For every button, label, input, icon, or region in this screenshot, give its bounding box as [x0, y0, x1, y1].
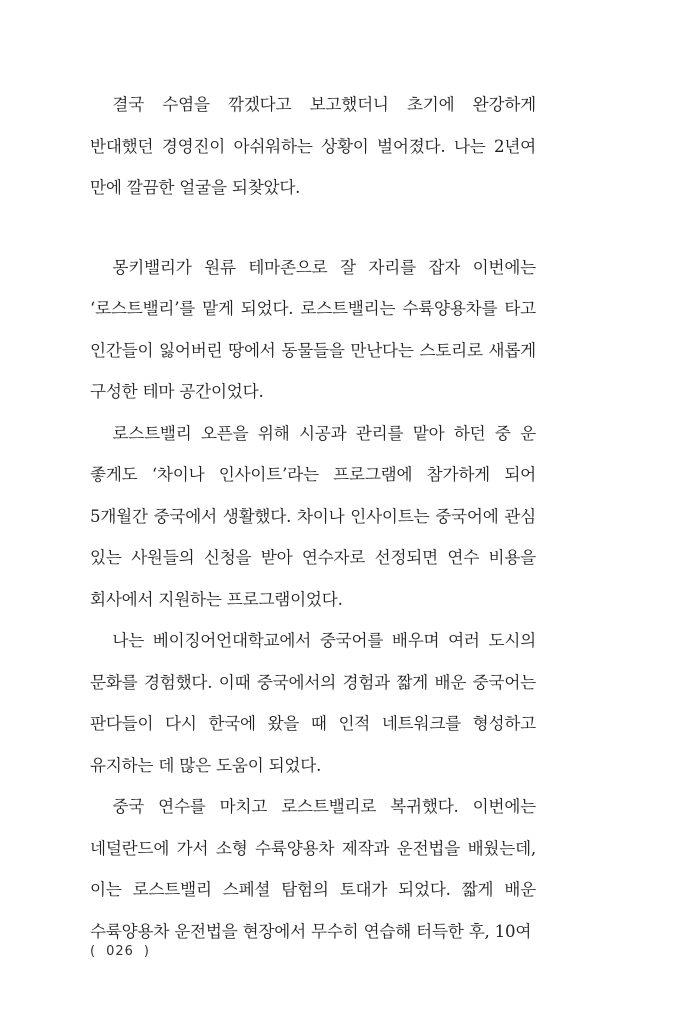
paragraph-3: 로스트밸리 오픈을 위해 시공과 관리를 맡아 하던 중 운 좋게도 ‘차이나 인사이트’라는 프로그램에 참가하게 되어 5개월간 중국에서 생활했다. 차이나 인사이트는 중국어에 관심 있는 사원들의 신청을 받아 연수자로 선정되면 연수 비용을 회사에서 지원하는 프로그램이었다. — [90, 423, 536, 609]
page-number-open-paren: ( — [90, 944, 97, 959]
section-break — [90, 209, 536, 247]
page-number-value: 026 — [106, 944, 134, 959]
body-text — [90, 84, 536, 952]
paragraph-4: 나는 베이징어언대학교에서 중국어를 배우며 여러 도시의 문화를 경험했다. 이때 중국에서의 경험과 짧게 배운 중국어는 판다들이 다시 한국에 왔을 때 인적 네트워크를 형성하고 유지하는 데 많은 도움이 되었다. — [90, 631, 536, 775]
page-number — [90, 944, 150, 959]
paragraph-5: 중국 연수를 마치고 로스트밸리로 복귀했다. 이번에는 네덜란드에 가서 소형 수륙양용차 제작과 운전법을 배웠는데, 이는 로스트밸리 스페셜 탐험의 토대가 되었다. 짧게 배운 수륙양용차 운전법을 현장에서 무수히 연습해 터득한 후, 10여 — [90, 797, 536, 941]
paragraph-2: 몽키밸리가 원류 테마존으로 잘 자리를 잡자 이번에는 ‘로스트밸리’를 맡게 되었다. 로스트밸리는 수륙양용차를 타고 인간들이 잃어버린 땅에서 동물들을 만난다는 스토리로 새롭게 구성한 테마 공간이었다. — [90, 257, 536, 401]
page-number-close-paren: ) — [143, 944, 150, 959]
paragraph-1: 결국 수염을 깎겠다고 보고했더니 초기에 완강하게 반대했던 경영진이 아쉬워하는 상황이 벌어졌다. 나는 2년여 만에 깔끔한 얼굴을 되찾았다. — [90, 95, 536, 197]
